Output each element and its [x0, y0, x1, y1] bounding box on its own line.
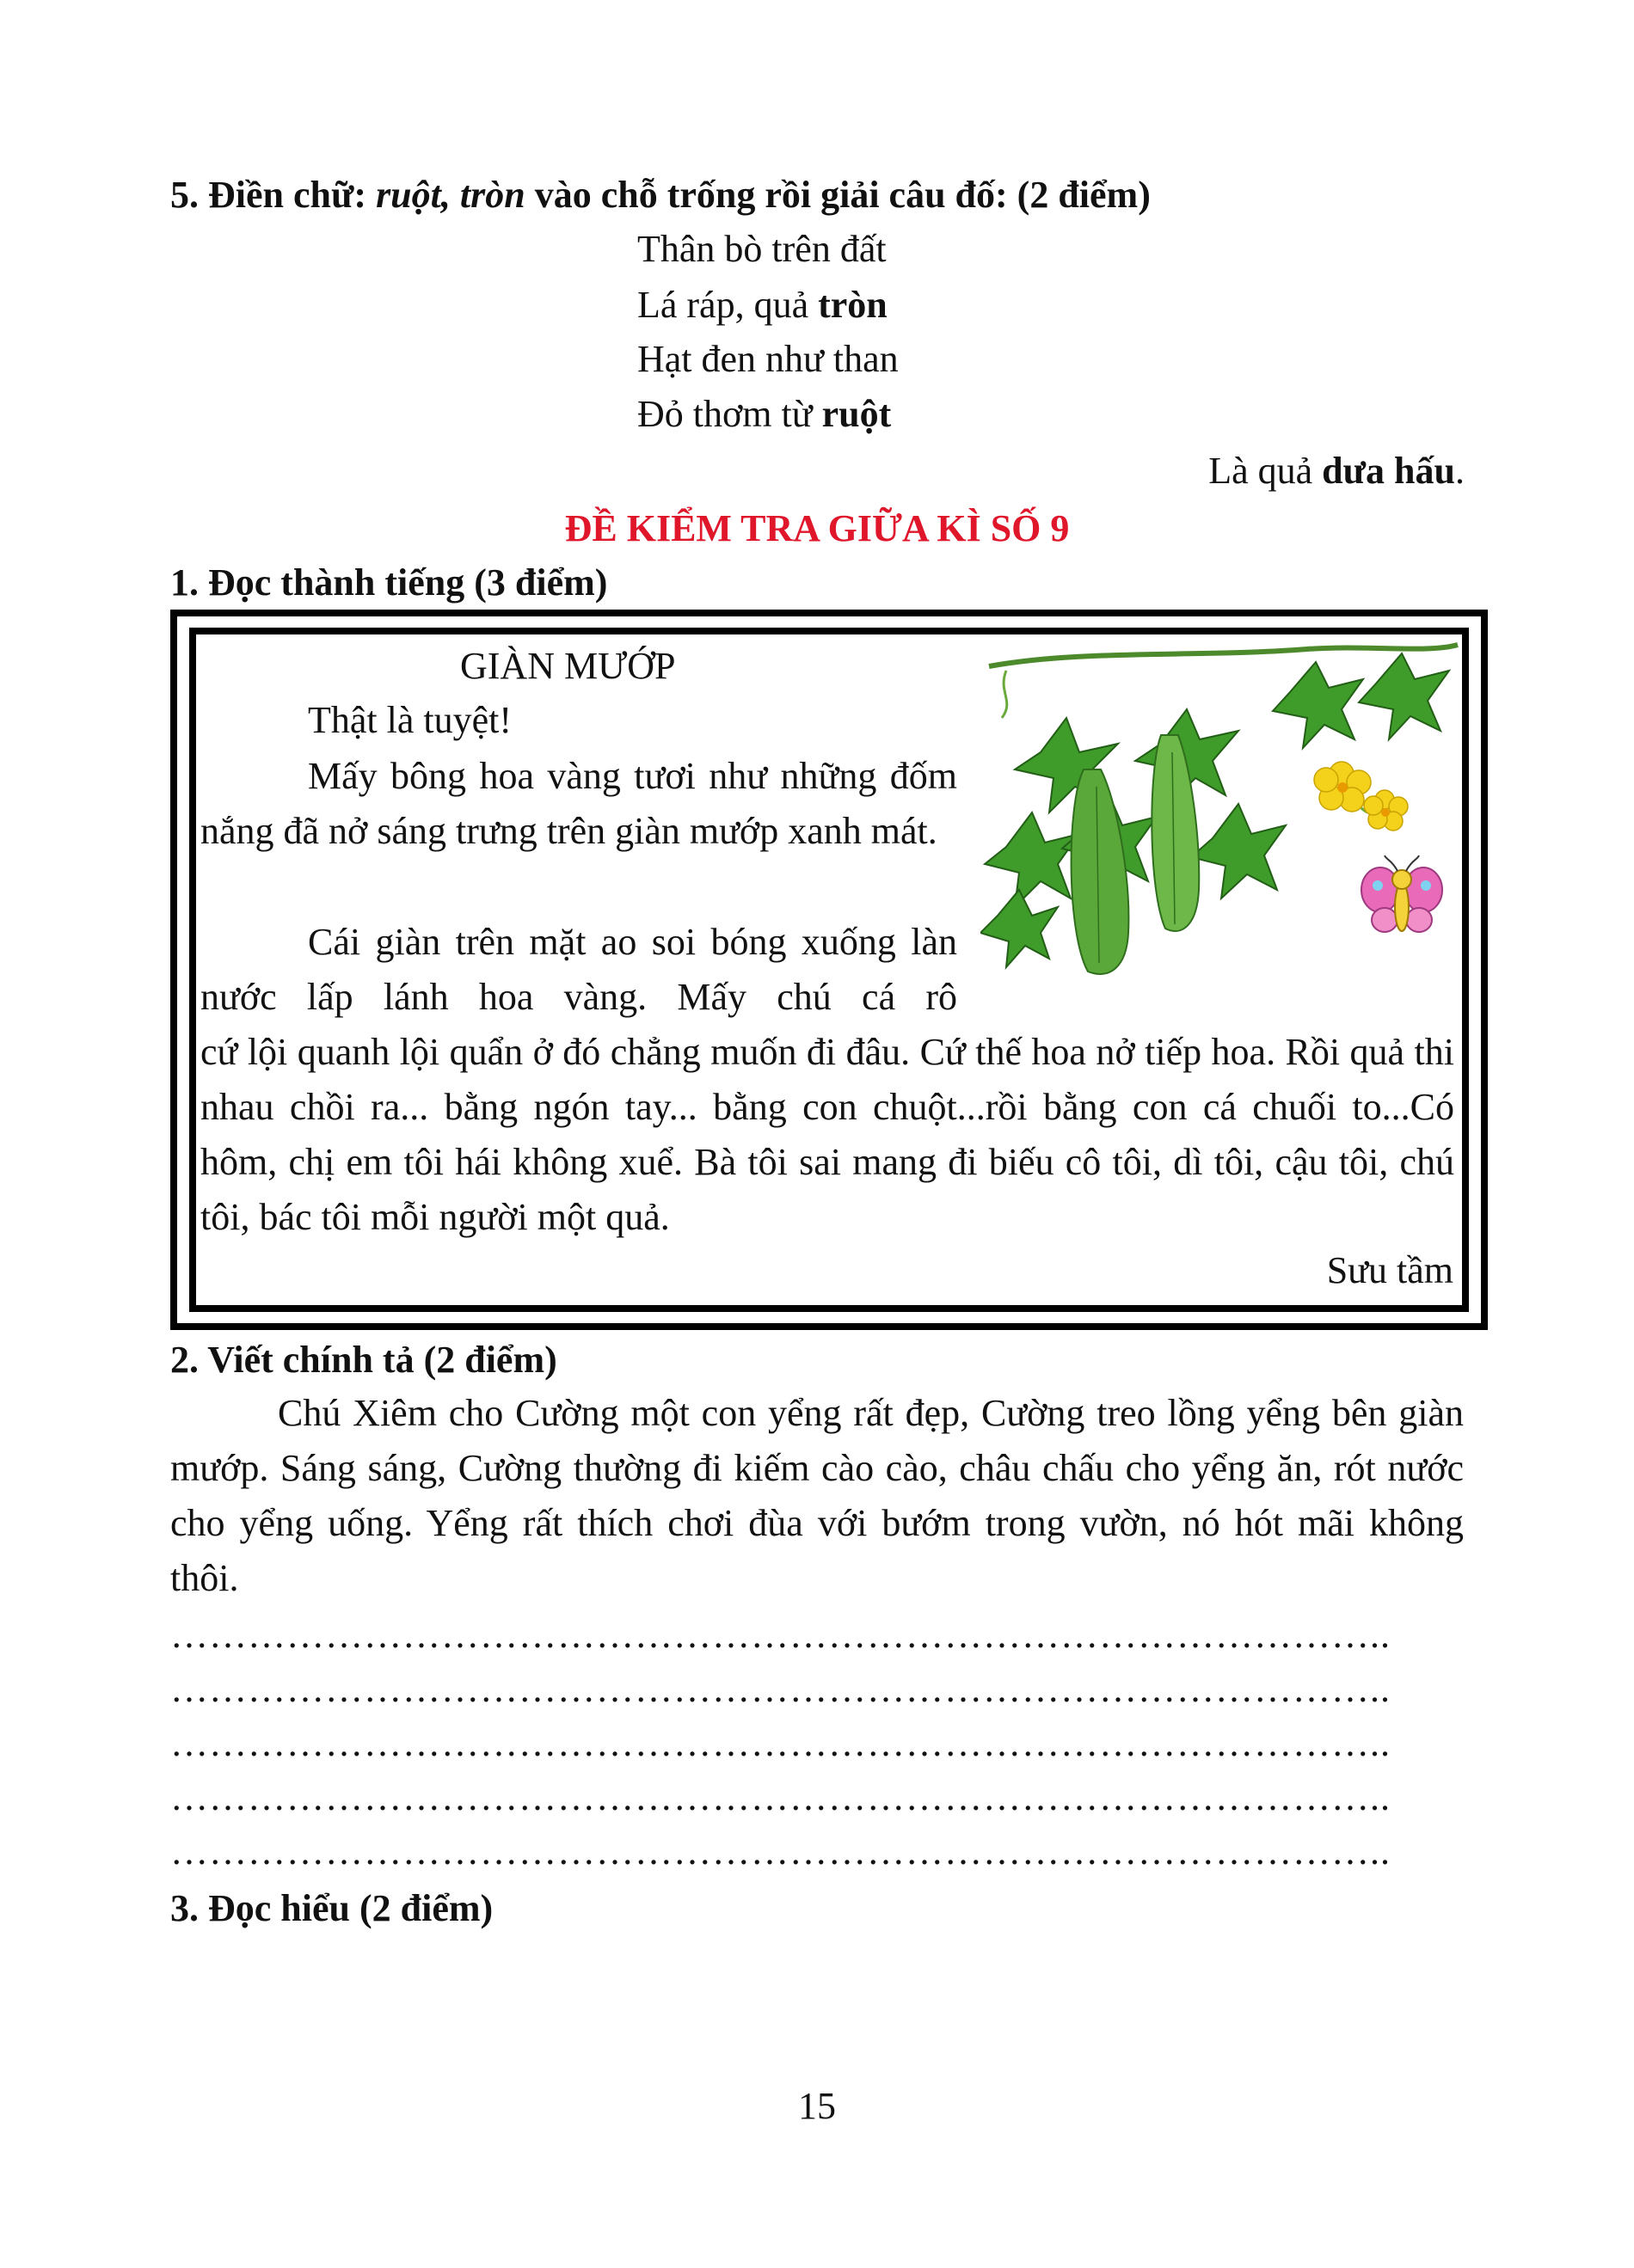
riddle-answer-ruot: ruột: [821, 393, 892, 435]
question-5-words: ruột, tròn: [376, 174, 525, 216]
riddle-line-2: [637, 279, 888, 331]
section-1-heading: 1. Đọc thành tiếng (3 điểm): [170, 561, 608, 604]
luffa-vine-illustration: [980, 641, 1462, 984]
writing-line-3: …………………………………………………………………………………..: [170, 1722, 1391, 1764]
butterfly-icon: [1361, 855, 1442, 932]
story-paragraph-3-end: cứ lội quanh lội quẩn ở đó chẳng muốn đi đâu. Cứ thế hoa nở tiếp hoa. Rồi quả thi nhau chồi ra... bằng ngón tay... bằng con chuột...rồi bằng con cá chuối to...Có hôm, chị em tôi hái không xuể. Bà tôi sai mang đi biếu cô tôi, dì tôi, cậu tôi, chú tôi, bác tôi mỗi người một quả.: [200, 1031, 1454, 1238]
riddle-line-4-text: Đỏ thơm từ: [637, 393, 822, 435]
writing-line-2: …………………………………………………………………………………..: [170, 1668, 1391, 1710]
page-number: 15: [798, 2085, 836, 2127]
story-title: GIÀN MƯỚP: [460, 645, 676, 687]
riddle-answer-period: .: [1455, 450, 1465, 492]
section-3-heading: 3. Đọc hiểu (2 điểm): [170, 1887, 494, 1929]
section-2-heading: 2. Viết chính tả (2 điểm): [170, 1339, 557, 1381]
riddle-line-1: Thân bò trên đất: [637, 228, 887, 270]
story-paragraph-1: Thật là tuyệt!: [308, 699, 513, 741]
riddle-answer-tron: tròn: [818, 284, 888, 326]
question-5-suffix: vào chỗ trống rồi giải câu đố: (2 điểm): [525, 174, 1151, 216]
riddle-line-2-text: Lá ráp, quả: [637, 284, 819, 326]
riddle-line-3: Hạt đen như than: [637, 338, 899, 380]
question-5-heading: [170, 169, 1151, 221]
story-paragraph-3-start: Cái giàn trên mặt ao soi bóng xuống làn nước lấp lánh hoa vàng. Mấy chú cá rô: [200, 921, 957, 1018]
riddle-answer-fruit: dưa hấu: [1322, 450, 1455, 492]
exam-title: ĐỀ KIỂM TRA GIỮA KÌ SỐ 9: [564, 507, 1070, 549]
dictation-paragraph: Chú Xiêm cho Cường một con yểng rất đẹp, Cường treo lồng yểng bên giàn mướp. Sáng sáng, Cường thường đi kiếm cào cào, châu chấu cho yểng ăn, rót nước cho yểng uống. Yểng rất thích chơi đùa với bướm trong vườn, nó hót mãi không thôi.: [170, 1392, 1464, 1599]
story-paragraph-2: Mấy bông hoa vàng tươi như những đốm nắng đã nở sáng trưng trên giàn mướp xanh mát.: [200, 755, 957, 852]
writing-line-4: …………………………………………………………………………………..: [170, 1776, 1391, 1818]
writing-line-1: …………………………………………………………………………………..: [170, 1614, 1391, 1656]
writing-line-5: …………………………………………………………………………………..: [170, 1830, 1391, 1873]
riddle-answer-text: Là quả: [1208, 450, 1323, 492]
riddle-answer: [1208, 445, 1465, 497]
riddle-line-4: [637, 389, 891, 440]
question-5-prefix: 5. Điền chữ:: [170, 174, 377, 216]
story-source: Sưu tầm: [1326, 1249, 1453, 1291]
